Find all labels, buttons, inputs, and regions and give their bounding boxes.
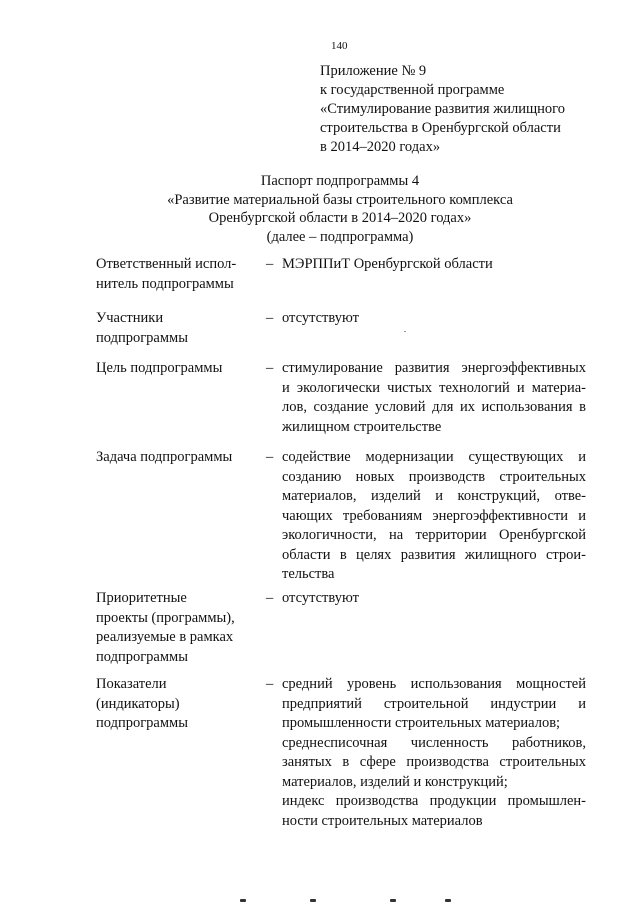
- label-line: Участники: [96, 310, 164, 326]
- row-dash: –: [266, 310, 274, 326]
- label-line: Ответственный испол-: [96, 256, 237, 272]
- content-line: созданию новых производств строительных: [282, 468, 586, 485]
- label-line: подпрограммы: [96, 329, 188, 346]
- appendix-header: [320, 62, 620, 157]
- row-dash: –: [266, 676, 274, 692]
- content-line: ности строительных материалов: [282, 812, 483, 829]
- cutoff-mark: [445, 899, 451, 902]
- content-line: области в целях развития жилищного строи-: [282, 546, 586, 563]
- label-line: (индикаторы): [96, 695, 180, 712]
- content-line: промышленности строительных материалов;: [282, 715, 561, 731]
- row-dash: –: [266, 360, 274, 376]
- title-line: Оренбургской области в 2014–2020 годах»: [208, 210, 472, 226]
- row-label: [96, 309, 256, 348]
- content-line: стимулирование развития энергоэффективных: [282, 360, 586, 376]
- label-line: проекты (программы),: [96, 609, 235, 626]
- row-label: [96, 448, 256, 468]
- row-content: [282, 359, 586, 437]
- appendix-line: Приложение № 9: [320, 63, 427, 79]
- row-label: [96, 589, 256, 667]
- label-line: нитель подпрограммы: [96, 275, 234, 292]
- cutoff-mark: [310, 899, 316, 902]
- appendix-line: «Стимулирование развития жилищного: [320, 101, 565, 117]
- row-dash: –: [266, 449, 274, 465]
- appendix-line: к государственной программе: [320, 82, 505, 98]
- row-label: [96, 359, 256, 379]
- content-line: содействие модернизации существующих и: [282, 449, 586, 465]
- label-line: подпрограммы: [96, 715, 188, 731]
- title-line: (далее – подпрограмма): [266, 228, 414, 245]
- row-content: [282, 675, 586, 831]
- label-line: Задача подпрограммы: [96, 449, 233, 465]
- appendix-line: в 2014–2020 годах»: [320, 139, 441, 155]
- content-line: лов, создание условий для их использования в: [282, 399, 586, 415]
- content-line: среднесписочная численность работников,: [282, 734, 586, 751]
- content-line: чающих требованиям энергоэффективности и: [282, 507, 586, 524]
- label-line: Показатели: [96, 676, 167, 692]
- content-line: занятых в сфере производства строительных: [282, 754, 586, 770]
- label-line: Цель подпрограммы: [96, 360, 223, 376]
- row-dash: –: [266, 590, 274, 606]
- content-line: и экологически чистых технологий и материа-: [282, 379, 586, 396]
- row-label: [96, 255, 256, 294]
- content-line: предприятий строительной индустрии и: [282, 695, 586, 712]
- row-label: [96, 675, 256, 734]
- content-line: МЭРППиТ Оренбургской области: [282, 256, 493, 272]
- label-line: подпрограммы: [96, 648, 188, 665]
- content-line: отсутствуют: [282, 310, 359, 326]
- content-line: индекс производства продукции промышлен-: [282, 793, 586, 809]
- label-line: реализуемые в рамках: [96, 629, 234, 645]
- content-line: экологичности, на территории Оренбургской: [282, 527, 586, 543]
- cutoff-mark: [390, 899, 396, 902]
- content-line: материалов, изделий и конструкций;: [282, 773, 508, 790]
- row-dash: –: [266, 256, 274, 272]
- row-content: [282, 448, 586, 585]
- scan-speck: [404, 331, 406, 332]
- content-line: тельства: [282, 566, 335, 582]
- title-line: Паспорт подпрограммы 4: [260, 173, 420, 189]
- row-content: [282, 309, 586, 329]
- cutoff-mark: [240, 899, 246, 902]
- appendix-line: строительства в Оренбургской области: [320, 120, 561, 136]
- content-line: отсутствуют: [282, 590, 359, 606]
- page-number: 140: [331, 40, 348, 52]
- title-line: «Развитие материальной базы строительного комплекса: [167, 191, 513, 208]
- content-line: средний уровень использования мощностей: [282, 676, 586, 692]
- cutoff-text-marks: [230, 899, 470, 905]
- row-content: [282, 255, 586, 275]
- row-content: [282, 589, 586, 609]
- content-line: материалов, изделий и конструкций, отве-: [282, 488, 586, 504]
- content-line: жилищном строительстве: [282, 418, 442, 435]
- label-line: Приоритетные: [96, 590, 187, 606]
- passport-title: [0, 172, 640, 246]
